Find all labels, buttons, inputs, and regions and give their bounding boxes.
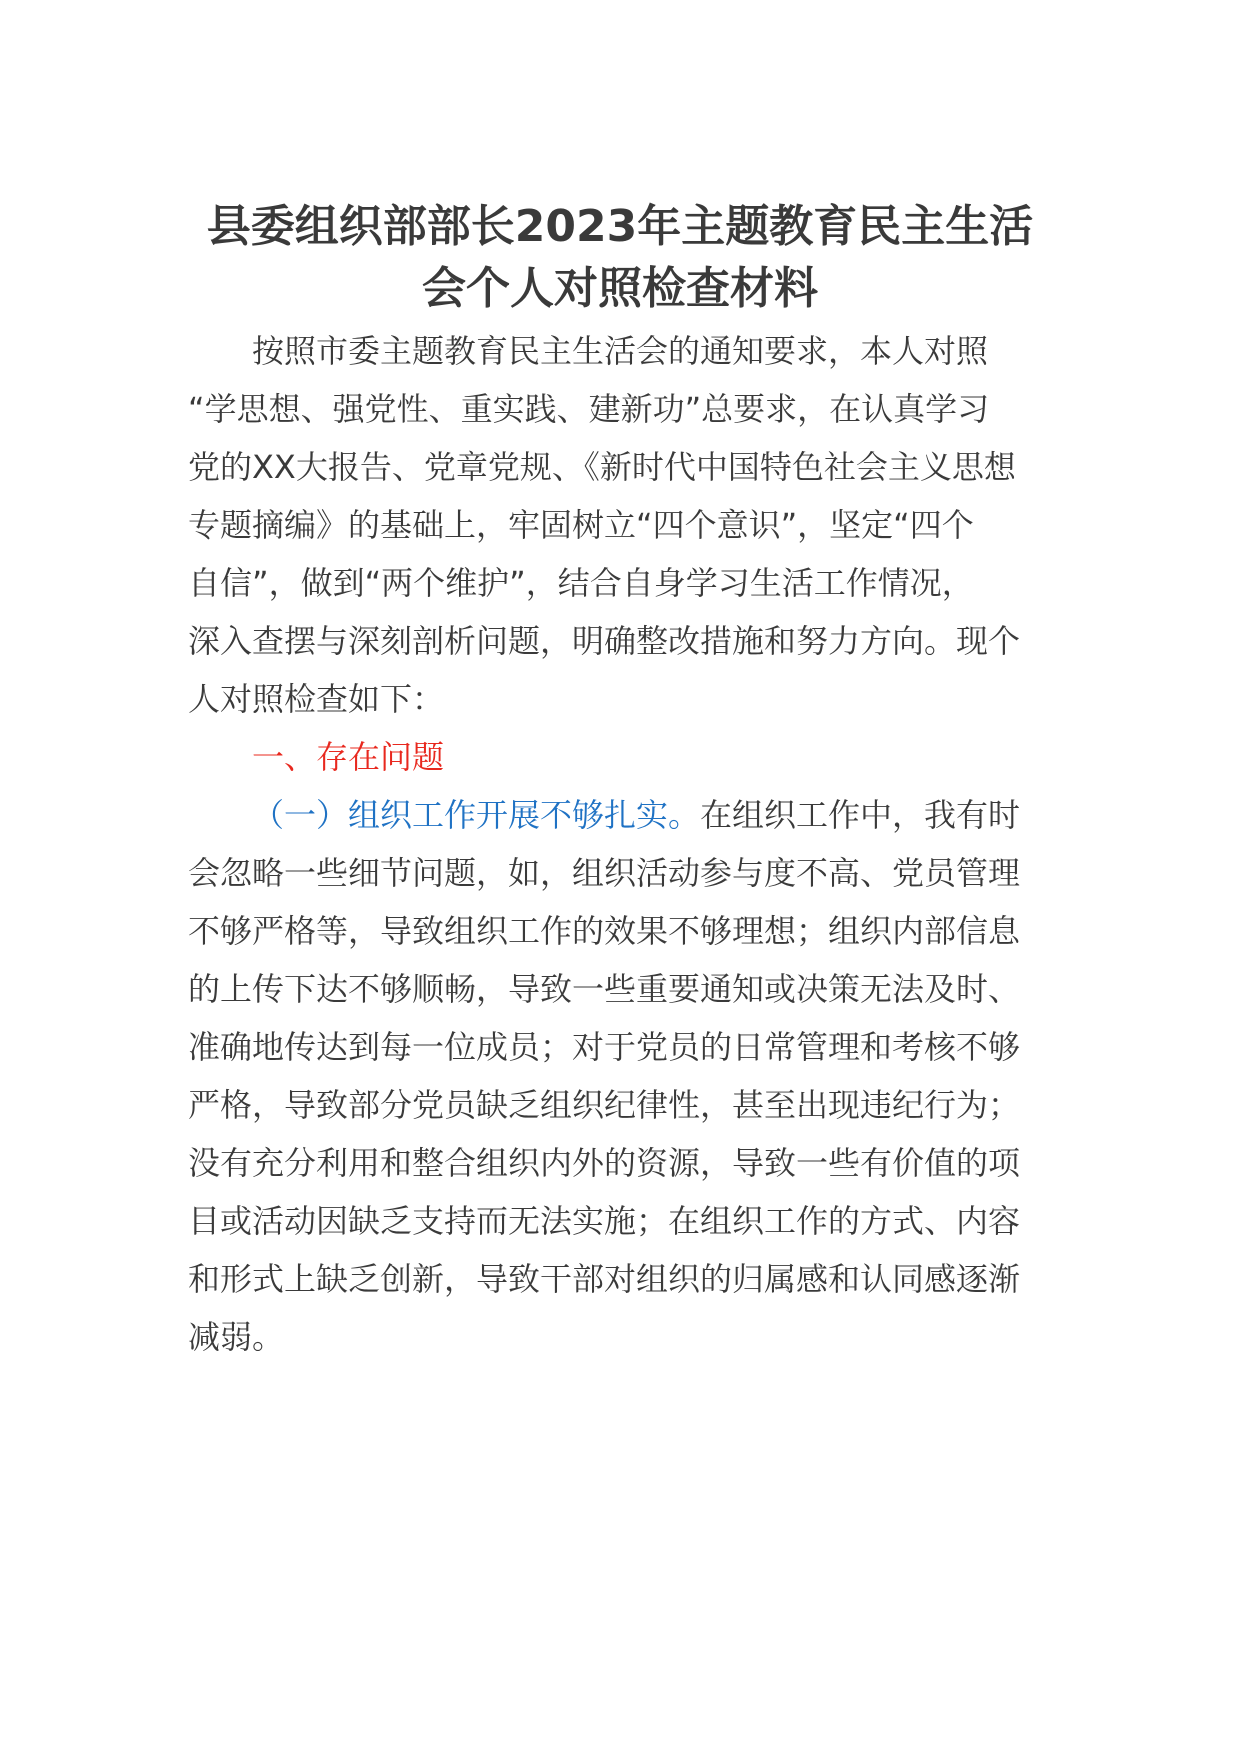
subsection-line: 没有充分利用和整合组织内外的资源，导致一些有价值的项 bbox=[188, 1144, 1021, 1182]
subsection-line: 准确地传达到每一位成员；对于党员的日常管理和考核不够 bbox=[188, 1028, 1021, 1066]
intro-line: 按照市委主题教育民主生活会的通知要求，本人对照 bbox=[252, 332, 989, 370]
subsection-line: 严格，导致部分党员缺乏组织纪律性，甚至出现违纪行为； bbox=[188, 1086, 1021, 1124]
intro-line: 深入查摆与深刻剖析问题，明确整改措施和努力方向。现个 bbox=[188, 622, 1021, 660]
subsection-first-line-text: 在组织工作中，我有时 bbox=[700, 796, 1021, 834]
subsection-line: 会忽略一些细节问题，如，组织活动参与度不高、党员管理 bbox=[188, 854, 1021, 892]
intro-line: 自信”，做到“两个维护”，结合自身学习生活工作情况， bbox=[188, 564, 974, 602]
subsection-line: 减弱。 bbox=[188, 1318, 285, 1356]
title-line-2: 会个人对照检查材料 bbox=[422, 263, 818, 314]
subsection-line: 的上传下达不够顺畅，导致一些重要通知或决策无法及时、 bbox=[188, 970, 1021, 1008]
subsection-first-line bbox=[252, 795, 1020, 835]
intro-line: 党的XX大报告、党章党规、《新时代中国特色社会主义思想 bbox=[188, 448, 1016, 486]
intro-line: “学思想、强党性、重实践、建新功”总要求，在认真学习 bbox=[188, 390, 990, 428]
document-title bbox=[150, 196, 1090, 320]
subsection-line: 不够严格等，导致组织工作的效果不够理想；组织内部信息 bbox=[188, 912, 1021, 950]
subsection-line: 目或活动因缺乏支持而无法实施；在组织工作的方式、内容 bbox=[188, 1202, 1021, 1240]
subsection-line: 和形式上缺乏创新，导致干部对组织的归属感和认同感逐渐 bbox=[188, 1260, 1021, 1298]
title-line-1: 县委组织部部长2023年主题教育民主生活 bbox=[206, 201, 1034, 252]
intro-line: 专题摘编》的基础上，牢固树立“四个意识”，坚定“四个 bbox=[188, 506, 974, 544]
section-heading: 一、存在问题 bbox=[252, 738, 445, 776]
intro-line: 人对照检查如下： bbox=[188, 680, 445, 718]
subsection-heading: （一）组织工作开展不够扎实。 bbox=[252, 796, 701, 834]
